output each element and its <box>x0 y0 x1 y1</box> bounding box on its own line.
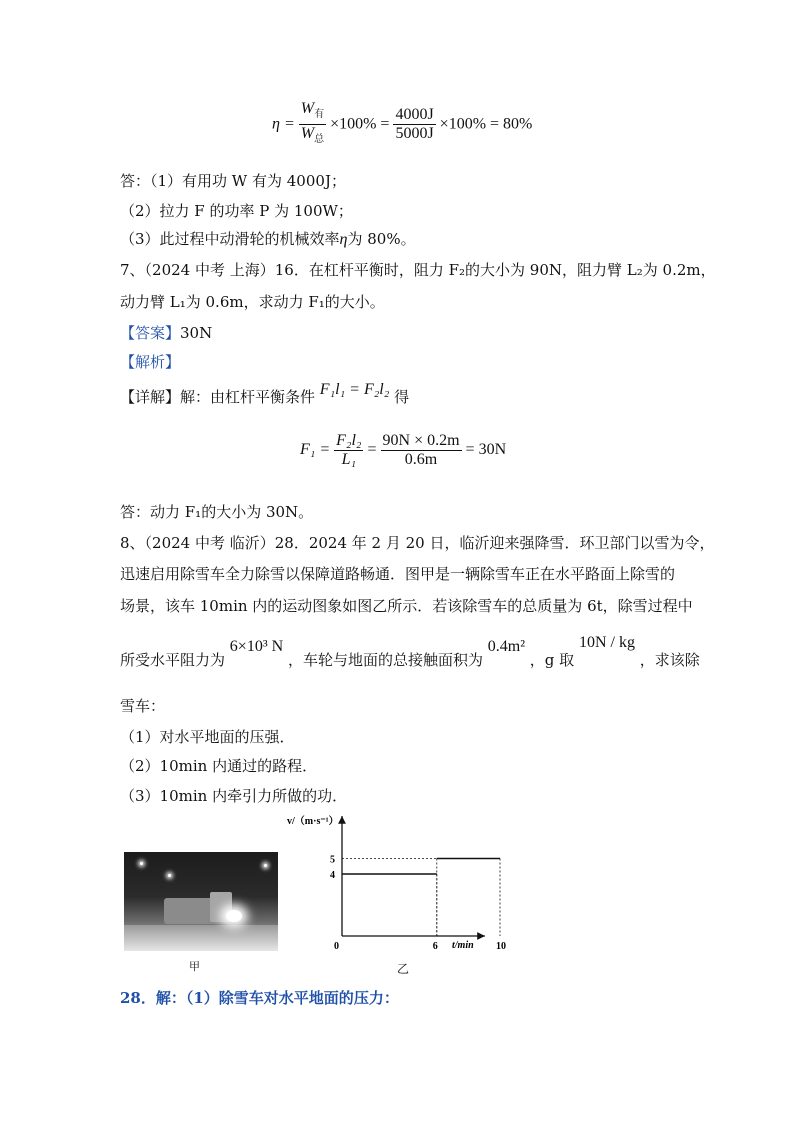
velocity-time-chart <box>285 810 506 958</box>
answer-line-2: （2）拉力 F 的功率 P 为 100W； <box>120 202 353 220</box>
y-axis-label: v/（m·s⁻¹） <box>287 816 339 827</box>
caption-yi: 乙 <box>397 962 410 976</box>
lever-equation: F₁ = $\frac{\text{F₂l₂}}{\text{L₁}}$ = $\frac{90N \times 0.2m}{0.6m}$ = 30N <box>300 432 507 468</box>
q7-answer: 【答案】30N <box>120 324 213 342</box>
q8-sub-1: （1）对水平地面的压强． <box>120 728 295 746</box>
q8-line-5: 雪车： <box>120 697 166 715</box>
x-tick-label: 10 <box>496 941 506 952</box>
q7-detail: 【详解】解：由杠杆平衡条件 F₁l₁ = F₂l₂ 得 <box>120 381 410 406</box>
answer-line-1: 答：（1）有用功 W 有为 4000J； <box>120 172 346 190</box>
q8-line-3: 场景，该车 10min 内的运动图象如图乙所示．若该除雪车的总质量为 6t，除雪过程中 <box>120 597 693 615</box>
analysis-tag: 【解析】 <box>120 353 181 371</box>
q7-final-answer: 答：动力 F₁的大小为 30N。 <box>120 503 314 521</box>
x-axis-label: t/min <box>452 940 474 951</box>
y-tick-label: 5 <box>330 854 335 866</box>
x-tick-label: 6 <box>432 941 438 952</box>
q7-line-1: 7、（2024 中考 上海）16．在杠杆平衡时，阻力 F₂的大小为 90N，阻力臂 L₂为 0.2m， <box>120 261 716 279</box>
answer-tag: 【答案】 <box>120 324 181 342</box>
q8-line-1: 8、（2024 中考 临沂）28．2024 年 2 月 20 日，临沂迎来强降雪．环卫部门以雪为令， <box>120 534 715 552</box>
q8-line-2: 迅速启用除雪车全力除雪以保障道路畅通．图甲是一辆除雪车正在水平路面上除雪的 <box>120 565 676 583</box>
q8-sub-2: （2）10min 内通过的路程． <box>120 757 318 775</box>
snow-truck-photo <box>124 852 278 951</box>
q8-line-4: 所受水平阻力为 6×10³ N ，车轮与地面的总接触面积为 0.4m² ，g 取 10N / kg ，求该除 <box>120 634 700 669</box>
q8-sub-3: （3）10min 内牵引力所做的功． <box>120 787 348 805</box>
y-tick-label: 4 <box>330 870 335 881</box>
efficiency-equation: η = $\frac{W_有}{W_总}$ ×100% = $\frac{4000J}{5000J}$ ×100% = 80% <box>272 100 533 146</box>
headlight <box>226 910 242 922</box>
caption-jia: 甲 <box>189 960 200 973</box>
q7-line-2: 动力臂 L₁为 0.6m，求动力 F₁的大小。 <box>120 293 385 311</box>
q8-solution: 28．解：（1）除雪车对水平地面的压力： <box>120 989 399 1007</box>
x-tick-label: 0 <box>334 941 339 952</box>
answer-line-3: （3）此过程中动滑轮的机械效率η为 80%。 <box>120 230 416 248</box>
